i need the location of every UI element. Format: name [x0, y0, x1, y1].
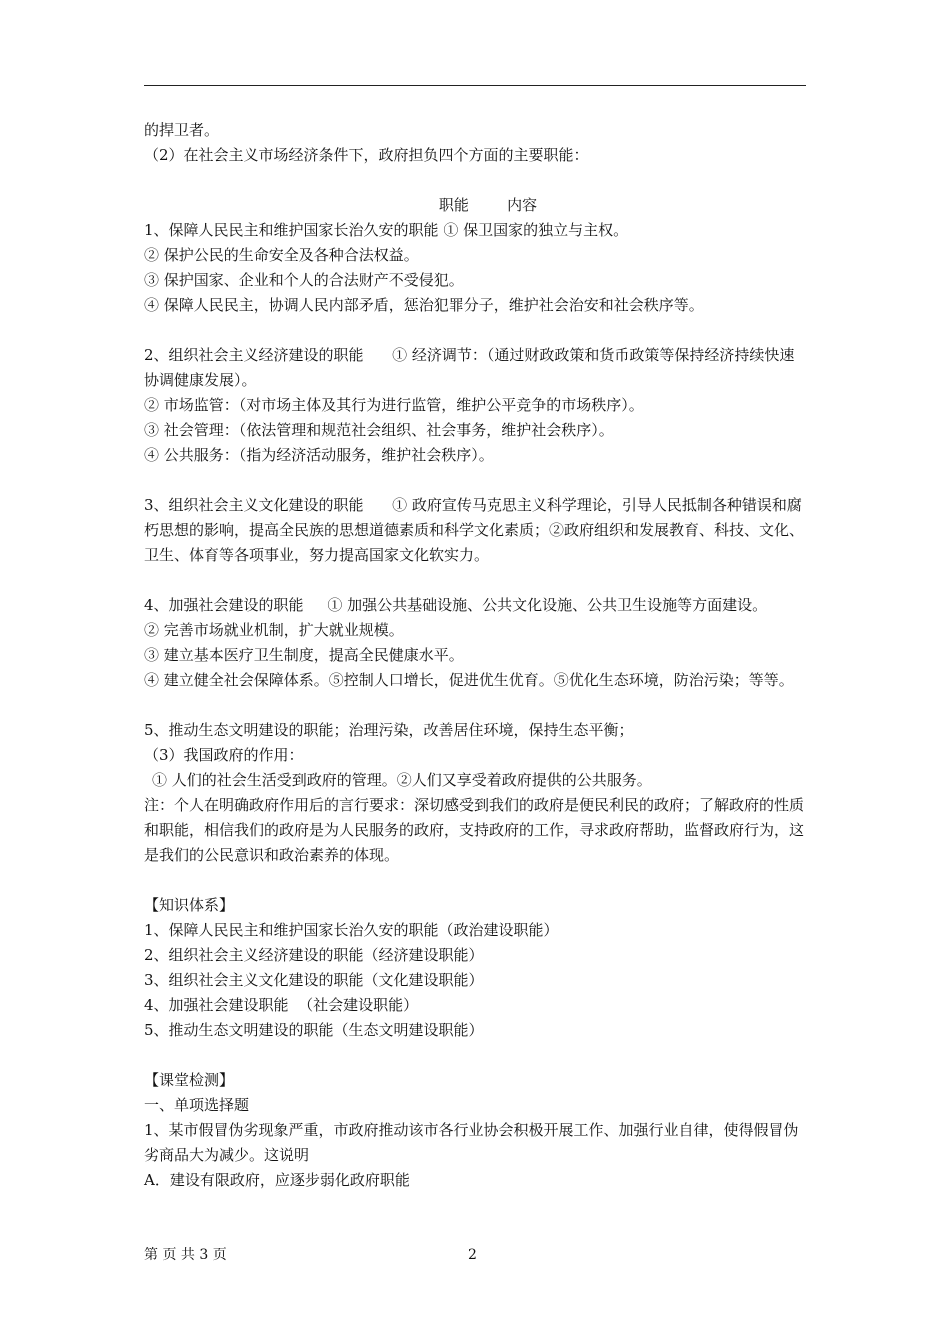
text-line: 1、保障人民民主和维护国家长治久安的职能（政治建设职能）	[144, 921, 559, 939]
text-line: ① 人们的社会生活受到政府的管理。②人们又享受着政府提供的公共服务。	[152, 771, 652, 789]
header-rule	[144, 85, 806, 86]
text-line: 5、推动生态文明建设的职能（生态文明建设职能）	[144, 1021, 484, 1039]
footer-page-number: 2	[468, 1247, 477, 1263]
text-line: 2、组织社会主义经济建设的职能（经济建设职能）	[144, 946, 484, 964]
text-line: 一、单项选择题	[144, 1096, 250, 1114]
blank-line	[144, 318, 808, 343]
question-text: 1、某市假冒伪劣现象严重，市政府推动该市各行业协会积极开展工作、加强行业自律，使得假冒伪劣商品大为减少。这说明	[144, 1121, 799, 1164]
text-line: 4、加强社会建设的职能 ① 加强公共基础设施、公共文化设施、公共卫生设施等方面建设。	[144, 596, 768, 614]
text-line: ④ 公共服务：（指为经济活动服务，维护社会秩序）。	[144, 446, 494, 464]
blank-line	[144, 168, 808, 193]
note-paragraph: 注：个人在明确政府作用后的言行要求：深切感受到我们的政府是便民利民的政府；了解政府的性质和职能，相信我们的政府是为人民服务的政府，支持政府的工作，寻求政府帮助，监督政府行为，这是我们的公民意识和政治素养的体现。	[144, 796, 805, 864]
text-line: 3、组织社会主义文化建设的职能（文化建设职能）	[144, 971, 484, 989]
text-line: ③ 建立基本医疗卫生制度，提高全民健康水平。	[144, 646, 464, 664]
section-heading: 【课堂检测】	[144, 1071, 235, 1089]
text-line: 1、保障人民民主和维护国家长治久安的职能 ① 保卫国家的独立与主权。	[144, 221, 629, 239]
blank-line	[144, 693, 808, 718]
text-line: （3）我国政府的作用：	[144, 746, 304, 764]
blank-line	[144, 568, 808, 593]
answer-option: A．建设有限政府，应逐步弱化政府职能	[144, 1171, 410, 1189]
text-line: ④ 保障人民民主，协调人民内部矛盾，惩治犯罪分子，维护社会治安和社会秩序等。	[144, 296, 704, 314]
text-line: ④ 建立健全社会保障体系。⑤控制人口增长，促进优生优育。⑤优化生态环境，防治污染；等等。	[144, 671, 794, 689]
table-heading: 职能 内容	[438, 196, 538, 214]
text-line: ② 完善市场就业机制，扩大就业规模。	[144, 621, 404, 639]
blank-line	[144, 868, 808, 893]
blank-line	[144, 1043, 808, 1068]
footer-page-label: 第 页 共 3 页	[144, 1247, 227, 1263]
text-line: 4、加强社会建设职能 （社会建设职能）	[144, 996, 419, 1014]
text-line: 的捍卫者。	[144, 121, 220, 139]
text-line: ③ 社会管理：（依法管理和规范社会组织、社会事务，维护社会秩序）。	[144, 421, 614, 439]
section-heading: 【知识体系】	[144, 896, 235, 914]
text-line: ② 保护公民的生命安全及各种合法权益。	[144, 246, 419, 264]
blank-line	[144, 468, 808, 493]
text-line: 3、组织社会主义文化建设的职能 ① 政府宣传马克思主义科学理论，引导人民抵制各种错误和腐朽思想的影响，提高全民族的思想道德素质和科学文化素质；②政府组织和发展教育、科技、文化、卫生、体育等各项事业，努力提高国家文化软实力。	[144, 496, 805, 564]
text-line: ③ 保护国家、企业和个人的合法财产不受侵犯。	[144, 271, 464, 289]
text-line: （2）在社会主义市场经济条件下，政府担负四个方面的主要职能：	[144, 146, 589, 164]
text-line: ② 市场监管：（对市场主体及其行为进行监管，维护公平竞争的市场秩序）。	[144, 396, 644, 414]
text-line: 2、组织社会主义经济建设的职能 ① 经济调节：（通过财政政策和货币政策等保持经济持续快速协调健康发展）。	[144, 346, 795, 389]
document-body	[144, 118, 808, 1193]
text-line: 5、推动生态文明建设的职能；治理污染，改善居住环境，保持生态平衡；	[144, 721, 634, 739]
